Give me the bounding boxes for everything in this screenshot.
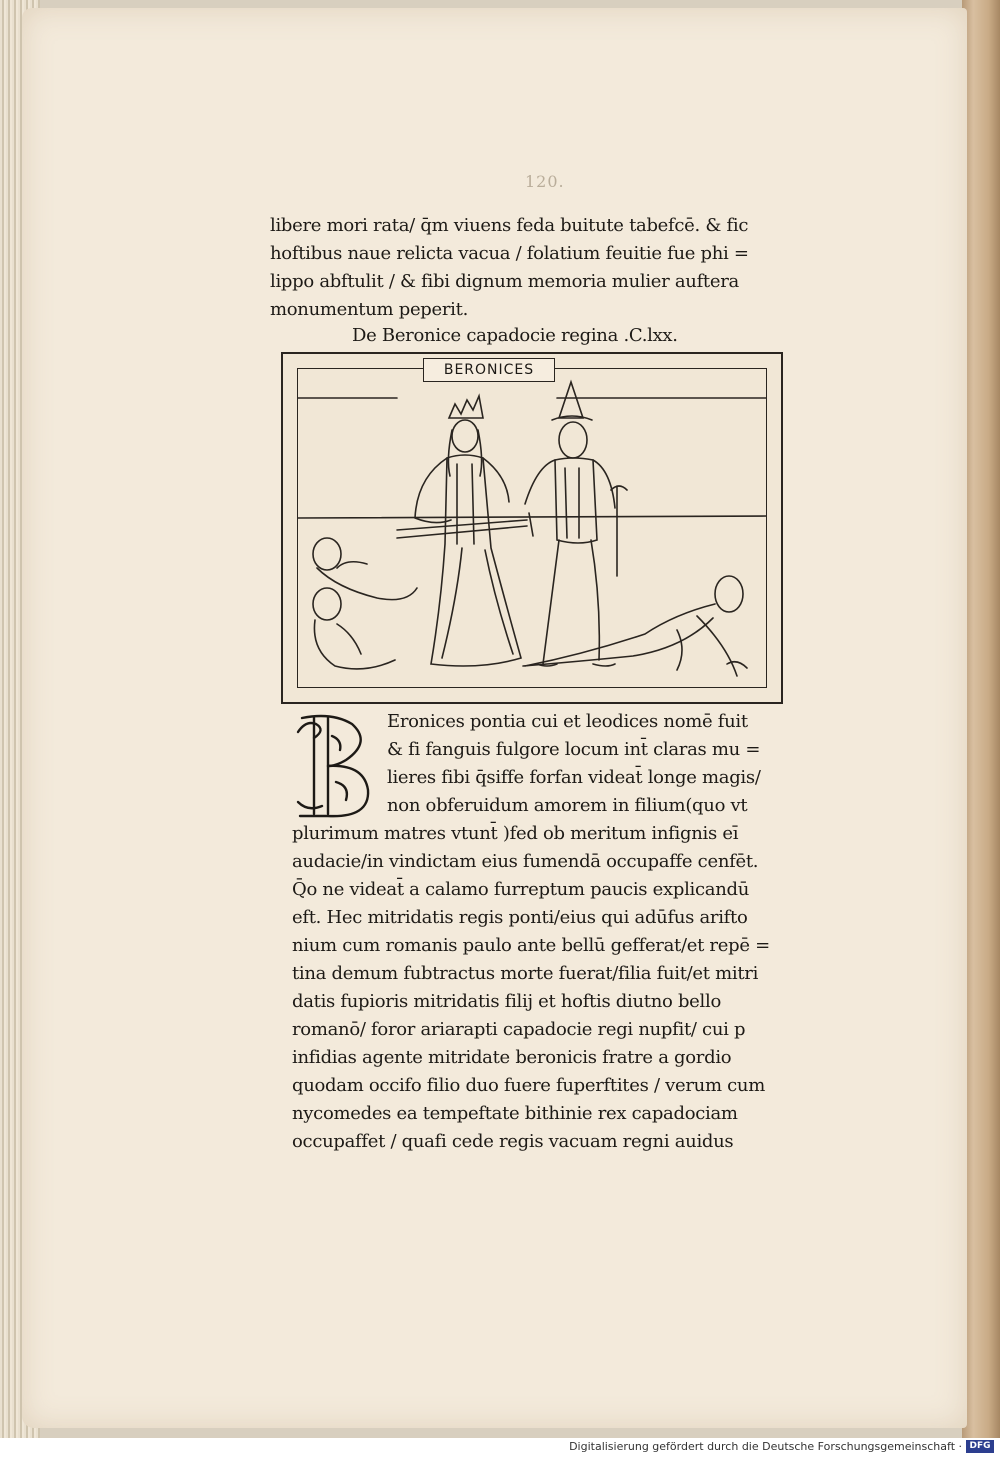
text-line: hoftibus naue relicta vacua / folatium feuitie fue phi = (270, 243, 749, 264)
text-line: lippo abftulit / & fibi dignum memoria mulier auftera (270, 271, 739, 292)
chapter-heading: De Beronice capadocie regina .C.lxx. (352, 325, 678, 346)
page-edge-right (962, 0, 1000, 1438)
woodcut-label: BERONICES (423, 358, 555, 382)
text-line: Q̄o ne videat̄ a calamo furreptum paucis explicandū (292, 879, 750, 900)
text-line: nycomedes ea tempeftate bithinie rex capadociam (292, 1103, 738, 1124)
text-line: quodam occifo filio duo fuere fuperftites / verum cum (292, 1075, 765, 1096)
text-line: datis fupioris mitridatis filij et hoftis diutno bello (292, 991, 721, 1012)
text-line: non obferuidum amorem in filium(quo vt (387, 795, 748, 816)
text-line: lieres fibi q̄siffe forfan videat̄ longe magis/ (387, 767, 761, 788)
folio-number: 120. (525, 172, 565, 191)
body-text-block (292, 708, 802, 1156)
footer-bar (0, 1438, 1000, 1457)
text-line: libere mori rata/ q̄m viuens feda buitute tabefcē. & fic (270, 215, 749, 236)
text-line: eft. Hec mitridatis regis ponti/eius qui adūfus arifto (292, 907, 748, 928)
text-line: audacie/in vindictam eius fumendā occupaffe cenfēt. (292, 851, 759, 872)
text-line: Eronices pontia cui et leodices nomē fuit (387, 711, 748, 732)
text-line: romanō/ foror ariarapti capadocie regi nupfit/ cui p (292, 1019, 746, 1040)
woodcut-illustration (281, 352, 783, 704)
dfg-logo-icon: DFG (966, 1440, 994, 1453)
text-line: nium cum romanis paulo ante bellū gefferat/et repē = (292, 935, 770, 956)
text-line: & fi fanguis fulgore locum int̄ claras mu = (387, 739, 761, 760)
funding-notice: Digitalisierung gefördert durch die Deutsche Forschungsgemeinschaft · (569, 1440, 962, 1453)
woodcut-drawing-icon (297, 368, 767, 688)
text-line: occupaffet / quafi cede regis vacuam regni auidus (292, 1131, 734, 1152)
text-line: monumentum peperit. (270, 299, 468, 320)
text-line: plurimum matres vtunt̄ )fed ob meritum infignis eī (292, 823, 739, 844)
text-line: infidias agente mitridate beronicis fratre a gordio (292, 1047, 732, 1068)
top-text-block (270, 212, 795, 324)
text-line: tina demum fubtractus morte fuerat/filia fuit/et mitri (292, 963, 759, 984)
